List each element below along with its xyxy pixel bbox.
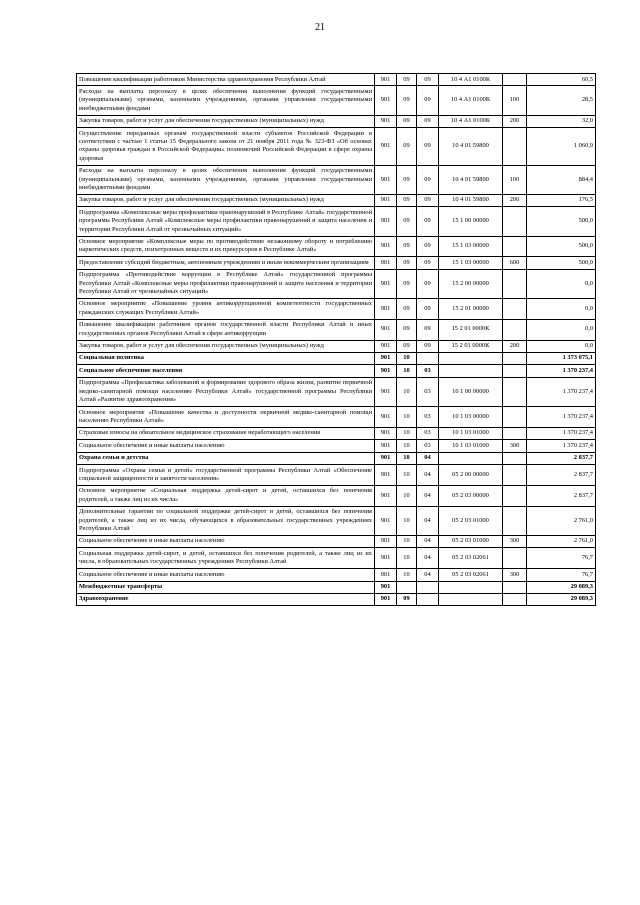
row-name: Повышение квалификации работников органов государственной власти Республики Алтай и иных государственных органов Республики Алтай в сфере антикоррупции — [77, 319, 375, 340]
table-row — [77, 569, 596, 581]
expense-type-code — [503, 377, 527, 406]
expense-type-code: 200 — [503, 340, 527, 352]
row-name: Межбюджетные трансферты — [77, 581, 375, 593]
ministry-code: 901 — [375, 465, 397, 486]
amount: 2 837,7 — [527, 465, 596, 486]
table-row — [77, 352, 596, 364]
subsection-code: 03 — [417, 407, 439, 428]
section-code: 09 — [397, 194, 417, 206]
amount: 0,0 — [527, 319, 596, 340]
row-name: Социальная политика — [77, 352, 375, 364]
expense-type-code — [503, 485, 527, 506]
table-row — [77, 128, 596, 166]
subsection-code: 09 — [417, 340, 439, 352]
amount: 0,0 — [527, 269, 596, 298]
subsection-code: 03 — [417, 365, 439, 377]
ministry-code: 901 — [375, 207, 397, 236]
amount: 176,5 — [527, 194, 596, 206]
target-article-code: 05 2 03 02061 — [439, 569, 503, 581]
target-article-code: 05 2 03 02061 — [439, 548, 503, 569]
amount: 29 089,3 — [527, 581, 596, 593]
target-article-code — [439, 593, 503, 605]
ministry-code: 901 — [375, 128, 397, 166]
ministry-code: 901 — [375, 194, 397, 206]
section-code: 10 — [397, 506, 417, 535]
table-row — [77, 440, 596, 452]
table-row — [77, 74, 596, 86]
amount: 76,7 — [527, 569, 596, 581]
row-name: Повышение квалификации работников Министерства здравоохранения Республики Алтай — [77, 74, 375, 86]
row-name: Подпрограмма «Профилактика заболеваний и формирование здорового образа жизни, развитие первичной медико-санитарной помощи населению Республики Алтай» государственной программы Республики Алтай «Развитие здравоохранения» — [77, 377, 375, 406]
subsection-code — [417, 581, 439, 593]
target-article-code — [439, 452, 503, 464]
row-name: Социальная поддержка детей-сирот, и детей, оставшихся без попечения родителей, а также лиц из их числа, в образовательных государственных учреждениях Республики Алтай — [77, 548, 375, 569]
expense-type-code: 600 — [503, 257, 527, 269]
amount: 76,7 — [527, 548, 596, 569]
amount: 2 761,0 — [527, 535, 596, 547]
row-name: Подпрограмма «Охрана семьи и детей» государственной программы Республики Алтай «Обеспечение социальной защищенности и занятости населения» — [77, 465, 375, 486]
expense-type-code — [503, 352, 527, 364]
subsection-code: 04 — [417, 485, 439, 506]
row-name: Основное мероприятие «Социальная поддержка детей-сирот и детей, оставшихся без попечения родителей, а также лиц из их числа» — [77, 485, 375, 506]
target-article-code: 15 2 01 00000 — [439, 298, 503, 319]
target-article-code: 10 4 А1 0100К — [439, 86, 503, 115]
section-code: 10 — [397, 365, 417, 377]
amount: 28,5 — [527, 86, 596, 115]
target-article-code: 15 1 03 00000 — [439, 236, 503, 257]
table-row — [77, 407, 596, 428]
section-code: 09 — [397, 269, 417, 298]
target-article-code: 10 4 01 59800 — [439, 194, 503, 206]
target-article-code — [439, 352, 503, 364]
subsection-code: 04 — [417, 465, 439, 486]
table-row — [77, 427, 596, 439]
ministry-code: 901 — [375, 407, 397, 428]
target-article-code: 05 2 03 01000 — [439, 535, 503, 547]
table-row — [77, 257, 596, 269]
row-name: Закупка товаров, работ и услуг для обеспечения государственных (муниципальных) нужд — [77, 340, 375, 352]
table-row — [77, 465, 596, 486]
subsection-code: 03 — [417, 427, 439, 439]
amount: 0,0 — [527, 298, 596, 319]
ministry-code: 901 — [375, 319, 397, 340]
target-article-code: 15 2 00 00000 — [439, 269, 503, 298]
target-article-code: 15 1 03 00000 — [439, 257, 503, 269]
expense-type-code — [503, 236, 527, 257]
section-code: 09 — [397, 257, 417, 269]
section-code: 10 — [397, 535, 417, 547]
expense-type-code: 200 — [503, 115, 527, 127]
target-article-code: 10 1 00 00000 — [439, 377, 503, 406]
subsection-code: 04 — [417, 548, 439, 569]
budget-table-body — [77, 74, 596, 606]
expense-type-code — [503, 548, 527, 569]
table-row — [77, 269, 596, 298]
table-row — [77, 298, 596, 319]
subsection-code: 09 — [417, 236, 439, 257]
section-code: 09 — [397, 115, 417, 127]
expense-type-code — [503, 74, 527, 86]
amount: 1 370 237,4 — [527, 407, 596, 428]
table-row — [77, 452, 596, 464]
row-name: Расходы на выплаты персоналу в целях обеспечения выполнения функций государственными (муниципальными) органами, казенными учреждениями, органами управления государственными внебюджетными фондами — [77, 86, 375, 115]
table-row — [77, 207, 596, 236]
section-code — [397, 581, 417, 593]
target-article-code: 10 4 01 59800 — [439, 165, 503, 194]
expense-type-code: 300 — [503, 440, 527, 452]
amount: 500,0 — [527, 257, 596, 269]
ministry-code: 901 — [375, 548, 397, 569]
section-code: 09 — [397, 236, 417, 257]
ministry-code: 901 — [375, 352, 397, 364]
subsection-code: 09 — [417, 269, 439, 298]
table-row — [77, 581, 596, 593]
section-code: 09 — [397, 319, 417, 340]
target-article-code: 10 4 А1 0100К — [439, 115, 503, 127]
expense-type-code — [503, 581, 527, 593]
section-code: 10 — [397, 427, 417, 439]
row-name: Предоставление субсидий бюджетным, автономным учреждениям и иным некоммерческим организациям — [77, 257, 375, 269]
table-row — [77, 506, 596, 535]
target-article-code: 15 2 01 0000К — [439, 340, 503, 352]
ministry-code: 901 — [375, 440, 397, 452]
expense-type-code — [503, 407, 527, 428]
section-code: 10 — [397, 569, 417, 581]
amount: 2 837,7 — [527, 452, 596, 464]
row-name: Социальное обеспечение и иные выплаты населению — [77, 535, 375, 547]
ministry-code: 901 — [375, 236, 397, 257]
ministry-code: 901 — [375, 269, 397, 298]
ministry-code: 901 — [375, 115, 397, 127]
subsection-code: 04 — [417, 535, 439, 547]
amount: 884,4 — [527, 165, 596, 194]
row-name: Охрана семьи и детства — [77, 452, 375, 464]
expense-type-code: 200 — [503, 194, 527, 206]
subsection-code: 03 — [417, 440, 439, 452]
ministry-code: 901 — [375, 365, 397, 377]
subsection-code: 09 — [417, 319, 439, 340]
expense-type-code — [503, 452, 527, 464]
target-article-code — [439, 365, 503, 377]
section-code: 10 — [397, 407, 417, 428]
target-article-code: 10 4 01 59800 — [439, 128, 503, 166]
ministry-code: 901 — [375, 340, 397, 352]
section-code: 09 — [397, 128, 417, 166]
expense-type-code — [503, 593, 527, 605]
row-name: Здравоохранение — [77, 593, 375, 605]
target-article-code — [439, 581, 503, 593]
subsection-code — [417, 593, 439, 605]
subsection-code: 09 — [417, 115, 439, 127]
expense-type-code — [503, 319, 527, 340]
row-name: Закупка товаров, работ и услуг для обеспечения государственных (муниципальных) нужд — [77, 194, 375, 206]
row-name: Основное мероприятие «Повышение уровня антикоррупционной компетентности государственных гражданских служащих Республики Алтай» — [77, 298, 375, 319]
section-code: 10 — [397, 465, 417, 486]
target-article-code: 10 4 А1 0100К — [439, 74, 503, 86]
expense-type-code — [503, 506, 527, 535]
expense-type-code: 300 — [503, 569, 527, 581]
target-article-code: 10 1 03 01000 — [439, 427, 503, 439]
section-code: 09 — [397, 165, 417, 194]
section-code: 10 — [397, 377, 417, 406]
table-row — [77, 194, 596, 206]
amount: 2 761,0 — [527, 506, 596, 535]
subsection-code: 03 — [417, 377, 439, 406]
section-code: 09 — [397, 74, 417, 86]
target-article-code: 10 1 03 00000 — [439, 407, 503, 428]
ministry-code: 901 — [375, 593, 397, 605]
expense-type-code — [503, 207, 527, 236]
row-name: Основное мероприятие «Повышение качества и доступности первичной медико-санитарной помощи населению Республики Алтай» — [77, 407, 375, 428]
table-row — [77, 365, 596, 377]
ministry-code: 901 — [375, 569, 397, 581]
subsection-code: 04 — [417, 506, 439, 535]
table-row — [77, 86, 596, 115]
table-row — [77, 535, 596, 547]
ministry-code: 901 — [375, 506, 397, 535]
ministry-code: 901 — [375, 298, 397, 319]
subsection-code — [417, 352, 439, 364]
amount: 1 370 237,4 — [527, 365, 596, 377]
subsection-code: 09 — [417, 74, 439, 86]
expense-type-code — [503, 427, 527, 439]
ministry-code: 901 — [375, 377, 397, 406]
target-article-code: 05 2 03 01000 — [439, 506, 503, 535]
ministry-code: 901 — [375, 452, 397, 464]
subsection-code: 09 — [417, 257, 439, 269]
ministry-code: 901 — [375, 86, 397, 115]
target-article-code: 15 1 00 00000 — [439, 207, 503, 236]
expense-type-code: 100 — [503, 165, 527, 194]
amount: 2 837,7 — [527, 485, 596, 506]
expense-type-code: 100 — [503, 86, 527, 115]
section-code: 09 — [397, 593, 417, 605]
amount: 500,0 — [527, 207, 596, 236]
expense-type-code — [503, 365, 527, 377]
subsection-code: 04 — [417, 569, 439, 581]
target-article-code: 10 1 03 01000 — [439, 440, 503, 452]
row-name: Основное мероприятие «Комплексные меры по противодействию незаконному обороту и потреблению наркотических средств, психотропных веществ и их прекурсоров в Республике Алтай» — [77, 236, 375, 257]
budget-table — [76, 73, 596, 606]
expense-type-code — [503, 128, 527, 166]
section-code: 09 — [397, 86, 417, 115]
amount: 1 370 237,4 — [527, 377, 596, 406]
section-code: 10 — [397, 352, 417, 364]
row-name: Страховые взносы на обязательное медицинское страхование неработающего населения — [77, 427, 375, 439]
table-row — [77, 319, 596, 340]
ministry-code: 901 — [375, 535, 397, 547]
target-article-code: 05 2 00 00000 — [439, 465, 503, 486]
subsection-code: 09 — [417, 194, 439, 206]
table-row — [77, 236, 596, 257]
section-code: 09 — [397, 207, 417, 236]
row-name: Осуществление переданных органам государственной власти субъектов Российской Федерации в соответствии с частью 1 статьи 15 Федерального закона от 21 ноября 2011 года № 323-ФЗ «Об основах охраны здоровья граждан в Российской Федерации» полномочий Российской Федерации в сфере охраны здоровья — [77, 128, 375, 166]
expense-type-code — [503, 269, 527, 298]
subsection-code: 09 — [417, 298, 439, 319]
ministry-code: 901 — [375, 427, 397, 439]
table-row — [77, 548, 596, 569]
subsection-code: 09 — [417, 86, 439, 115]
row-name: Социальное обеспечение и иные выплаты населению — [77, 569, 375, 581]
row-name: Подпрограмма «Противодействие коррупции в Республике Алтай» государственной программы Республики Алтай «Комплексные меры профилактики правонарушений и защита населения и территории Республики Алтай от чрезвычайных ситуаций» — [77, 269, 375, 298]
section-code: 10 — [397, 452, 417, 464]
page-number: 21 — [315, 22, 325, 33]
amount: 1 373 075,1 — [527, 352, 596, 364]
ministry-code: 901 — [375, 165, 397, 194]
expense-type-code: 300 — [503, 535, 527, 547]
amount: 1 060,9 — [527, 128, 596, 166]
table-row — [77, 165, 596, 194]
row-name: Дополнительные гарантии по социальной поддержке детей-сирот и детей, оставшихся без попечения родителей, а также лиц из их числа, обучающихся в образовательных государственных учреждениях Республики Алтай — [77, 506, 375, 535]
subsection-code: 09 — [417, 165, 439, 194]
amount: 1 370 237,4 — [527, 427, 596, 439]
amount: 1 370 237,4 — [527, 440, 596, 452]
table-row — [77, 485, 596, 506]
row-name: Расходы на выплаты персоналу в целях обеспечения выполнения функций государственными (муниципальными) органами, казенными учреждениями, органами управления государственными внебюджетными фондами — [77, 165, 375, 194]
ministry-code: 901 — [375, 485, 397, 506]
table-row — [77, 340, 596, 352]
row-name: Подпрограмма «Комплексные меры профилактики правонарушений в Республике Алтай» государственной программы Республики Алтай «Комплексные меры профилактики правонарушений и защита населения и территории Республики Алтай от чрезвычайных ситуаций» — [77, 207, 375, 236]
ministry-code: 901 — [375, 581, 397, 593]
section-code: 10 — [397, 485, 417, 506]
ministry-code: 901 — [375, 257, 397, 269]
subsection-code: 04 — [417, 452, 439, 464]
amount: 29 089,3 — [527, 593, 596, 605]
amount: 0,0 — [527, 340, 596, 352]
expense-type-code — [503, 465, 527, 486]
section-code: 09 — [397, 340, 417, 352]
subsection-code: 09 — [417, 128, 439, 166]
section-code: 10 — [397, 440, 417, 452]
target-article-code: 15 2 01 0000К — [439, 319, 503, 340]
amount: 500,0 — [527, 236, 596, 257]
section-code: 09 — [397, 298, 417, 319]
section-code: 10 — [397, 548, 417, 569]
expense-type-code — [503, 298, 527, 319]
row-name: Социальное обеспечение населения — [77, 365, 375, 377]
table-row — [77, 115, 596, 127]
amount: 60,5 — [527, 74, 596, 86]
row-name: Закупка товаров, работ и услуг для обеспечения государственных (муниципальных) нужд — [77, 115, 375, 127]
table-row — [77, 377, 596, 406]
ministry-code: 901 — [375, 74, 397, 86]
subsection-code: 09 — [417, 207, 439, 236]
amount: 32,0 — [527, 115, 596, 127]
target-article-code: 05 2 03 00000 — [439, 485, 503, 506]
table-row — [77, 593, 596, 605]
row-name: Социальное обеспечение и иные выплаты населению — [77, 440, 375, 452]
